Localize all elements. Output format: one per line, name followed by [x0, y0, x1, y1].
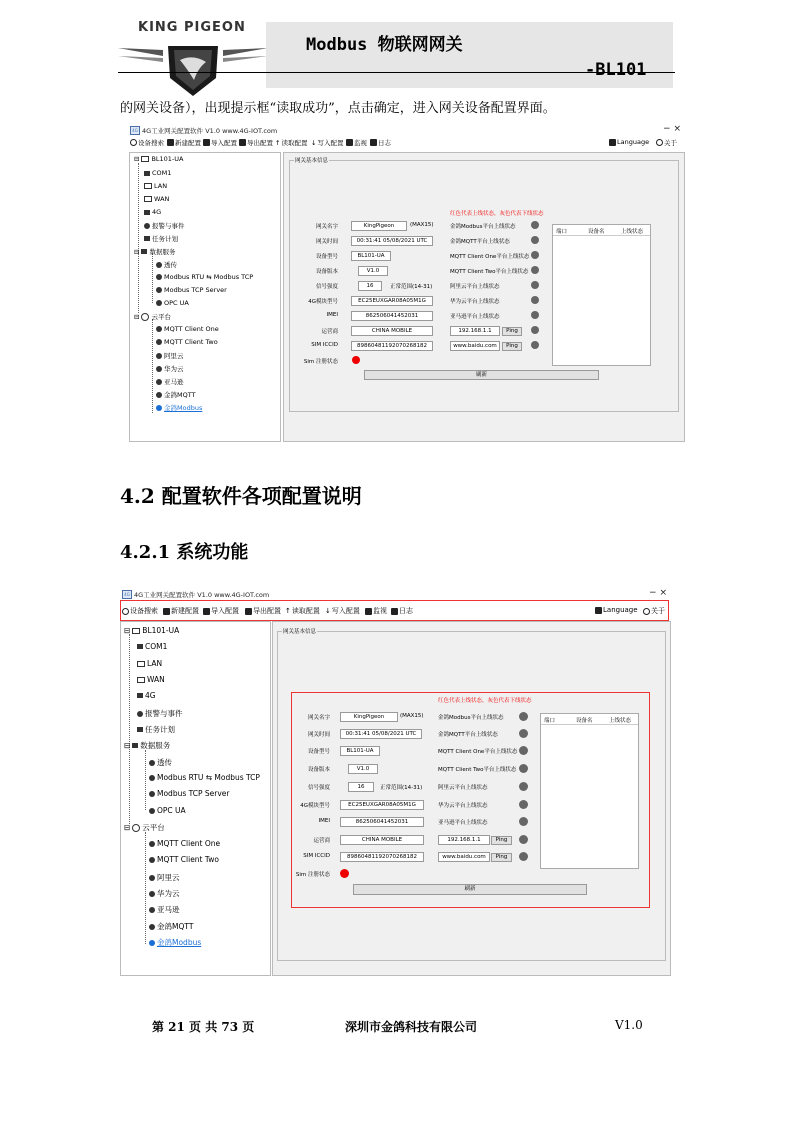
tree-node-huawei[interactable]: 华为云: [156, 364, 184, 373]
gear-icon: [149, 891, 155, 897]
tree-node-mqtt-two[interactable]: MQTT Client Two: [149, 855, 219, 864]
ping-button-1[interactable]: Ping: [491, 836, 512, 845]
tree-node-amazon[interactable]: 亚马逊: [156, 377, 184, 386]
status-label-4: MQTT Client Two平台上线状态: [438, 767, 517, 773]
section-heading-4-2: 4.2 配置软件各项配置说明: [120, 484, 362, 508]
tree-node-modbus-tcp-server[interactable]: Modbus TCP Server: [149, 789, 230, 798]
ping-indicator-1: [531, 326, 539, 334]
write-config-button[interactable]: ↓ 写入配置: [311, 138, 344, 147]
iccid-field: 89860481192070268182: [340, 852, 424, 862]
gear-icon: [156, 353, 162, 359]
bell-icon: [137, 711, 143, 717]
label-gw-time: 网关时间: [315, 239, 338, 245]
status-label-7: 亚马逊平台上线状态: [438, 820, 488, 826]
label-gw-time: 网关时间: [307, 732, 330, 738]
tree-node-opc-ua[interactable]: OPC UA: [156, 299, 189, 307]
model-field: BL101-UA: [351, 251, 391, 261]
tree-node-4g[interactable]: 4G: [144, 208, 161, 216]
table-header-status: 上线状态: [621, 229, 644, 235]
bell-icon: [144, 223, 150, 229]
signal-icon: [137, 693, 143, 698]
status-indicator-3: [531, 251, 539, 259]
device-search-button[interactable]: 设备搜索: [130, 138, 164, 147]
cloud-icon: [141, 313, 149, 321]
new-config-button[interactable]: 新建配置: [167, 138, 201, 147]
module-field: EC25EUXGAR08A05M1G: [340, 800, 424, 810]
operator-field: CHINA MOBILE: [340, 835, 424, 845]
search-icon: [122, 608, 129, 615]
collapse-icon: ⊟: [134, 247, 140, 256]
serial-port-icon: [137, 644, 143, 649]
log-button[interactable]: 日志: [391, 606, 413, 616]
tree-node-com1[interactable]: COM1: [144, 169, 171, 177]
tree-node-modbus-rtu[interactable]: Modbus RTU ⇆ Modbus TCP: [156, 273, 253, 281]
arrow-down-icon: ↓: [325, 607, 331, 615]
signal-hint: 正常范围(14-31): [390, 284, 433, 290]
gear-icon: [149, 857, 155, 863]
ping-button-1[interactable]: Ping: [502, 327, 522, 336]
window-controls[interactable]: − ×: [649, 588, 667, 598]
label-operator: 运营商: [321, 329, 338, 335]
window-controls[interactable]: − ×: [663, 124, 681, 134]
tree-node-lan[interactable]: LAN: [137, 659, 162, 668]
table-header-device: 设备名: [576, 718, 593, 724]
tree-node-aliyun[interactable]: 阿里云: [149, 872, 180, 883]
status-indicator-4: [519, 764, 528, 773]
arrow-up-icon: ↑: [275, 138, 281, 147]
gear-icon: [149, 791, 155, 797]
status-label-2: 金鸽MQTT平台上线状态: [438, 732, 498, 738]
tree-node-cloud[interactable]: ⊟ 云平台: [124, 823, 165, 832]
gw-name-hint: (MAX15): [400, 713, 424, 719]
ping-host-field[interactable]: www.baidu.com: [450, 341, 500, 351]
page-number: 第 21 页 共 73 页: [152, 1020, 255, 1034]
tree-node-kp-modbus[interactable]: 金鸽Modbus: [156, 403, 202, 412]
tree-node-opc-ua[interactable]: OPC UA: [149, 806, 186, 815]
gear-icon: [149, 924, 155, 930]
app-icon: 4G: [130, 126, 140, 135]
tree-node-modbus-rtu[interactable]: Modbus RTU ⇆ Modbus TCP: [149, 773, 260, 782]
company-name: 深圳市金鸽科技有限公司: [345, 1020, 478, 1034]
tree-node-data-service[interactable]: ⊟ 数据服务: [134, 247, 176, 256]
monitor-icon: [365, 608, 372, 615]
import-icon: [203, 608, 210, 615]
config-app-window-2: [119, 588, 671, 978]
gear-icon: [156, 366, 162, 372]
new-file-icon: [167, 139, 174, 146]
intro-paragraph: 的网关设备），出现提示框“读取成功”，点击确定，进入网关设备配置界面。: [120, 101, 556, 116]
status-indicator-3: [519, 746, 528, 755]
gear-icon: [149, 760, 155, 766]
iccid-field: 89860481192070268182: [351, 341, 433, 351]
tree-node-cloud[interactable]: ⊟ 云平台: [134, 312, 171, 321]
gear-icon: [149, 775, 155, 781]
table-header-status: 上线状态: [609, 718, 632, 724]
window-title: 4G工业网关配置软件 V1.0 www.4G-IOT.com: [134, 591, 270, 599]
model-field: BL101-UA: [340, 746, 380, 756]
status-label-4: MQTT Client Two平台上线状态: [450, 269, 529, 275]
ping-button-2[interactable]: Ping: [502, 342, 522, 351]
label-signal: 信号强度: [307, 785, 330, 791]
info-icon: [643, 608, 650, 615]
device-tree: [120, 621, 271, 976]
arrow-down-icon: ↓: [311, 138, 317, 147]
tree-node-tasks[interactable]: 任务计划: [137, 724, 175, 735]
gateway-icon: [141, 156, 149, 162]
config-app-window-1: [127, 124, 685, 443]
ping-indicator-1: [519, 835, 528, 844]
page-title: Modbus 物联网网关: [306, 35, 463, 55]
tree-node-kp-mqtt[interactable]: 金鸽MQTT: [156, 390, 196, 399]
tree-node-wan[interactable]: WAN: [144, 195, 169, 203]
new-config-button[interactable]: 新建配置: [163, 606, 199, 616]
signal-field: 16: [358, 281, 382, 291]
read-config-button[interactable]: ↑ 读取配置: [275, 138, 308, 147]
status-indicator-6: [531, 296, 539, 304]
status-label-1: 金鸽Modbus平台上线状态: [450, 224, 516, 230]
status-indicator-1: [531, 221, 539, 229]
tree-node-passthrough[interactable]: 透传: [156, 260, 177, 269]
save-icon: [239, 139, 246, 146]
monitor-button[interactable]: 监视: [346, 138, 367, 147]
group-title: 网关基本信息: [295, 158, 329, 164]
sim-status-indicator: [352, 356, 360, 364]
gw-name-field[interactable]: KingPigeon: [351, 221, 407, 231]
tree-node-alarm[interactable]: 报警与事件: [144, 221, 185, 230]
new-file-icon: [163, 608, 170, 615]
database-icon: [141, 249, 147, 254]
table-header-port: 端口: [544, 718, 556, 724]
network-icon: [144, 183, 152, 189]
log-icon: [391, 608, 398, 615]
gear-icon: [149, 808, 155, 814]
tree-node-passthrough[interactable]: 透传: [149, 757, 172, 768]
label-model: 设备型号: [307, 749, 330, 755]
operator-field: CHINA MOBILE: [351, 326, 433, 336]
ping-ip-field[interactable]: 192.168.1.1: [438, 835, 490, 845]
toolbar: [127, 136, 685, 150]
search-icon: [130, 139, 137, 146]
about-button[interactable]: 关于: [656, 138, 677, 147]
gear-icon: [149, 875, 155, 881]
arrow-up-icon: ↑: [285, 607, 291, 615]
label-version: 设备版本: [307, 767, 330, 773]
gear-icon: [156, 300, 162, 306]
status-indicator-4: [531, 266, 539, 274]
status-indicator-1: [519, 712, 528, 721]
imei-field: 862506041452031: [340, 817, 424, 827]
device-search-button[interactable]: 设备搜索: [122, 606, 158, 616]
tree-node-amazon[interactable]: 亚马逊: [149, 904, 180, 915]
status-indicator-7: [519, 817, 528, 826]
basic-info-group: [277, 631, 666, 961]
status-label-6: 华为云平台上线状态: [450, 299, 500, 305]
status-label-5: 阿里云平台上线状态: [438, 785, 488, 791]
tree-node-kp-mqtt[interactable]: 金鸽MQTT: [149, 921, 193, 932]
ping-indicator-2: [531, 341, 539, 349]
device-tree: [129, 152, 281, 442]
ping-indicator-2: [519, 852, 528, 861]
network-icon: [144, 196, 152, 202]
tree-node-huawei[interactable]: 华为云: [149, 888, 180, 899]
tree-node-lan[interactable]: LAN: [144, 182, 167, 190]
gear-icon: [149, 841, 155, 847]
brand-name: KING PIGEON: [138, 20, 246, 35]
status-label-2: 金鸽MQTT平台上线状态: [450, 239, 510, 245]
label-model: 设备型号: [315, 254, 338, 260]
basic-info-group: [289, 160, 679, 412]
label-module: 4G模块型号: [300, 803, 330, 809]
version-field: V1.0: [348, 764, 378, 774]
label-gw-name: 网关名字: [315, 224, 338, 230]
import-config-button[interactable]: 导入配置: [203, 606, 239, 616]
import-icon: [203, 139, 210, 146]
imei-field: 862506041452031: [351, 311, 433, 321]
gw-time-field: 00:31:41 05/08/2021 UTC: [351, 236, 433, 246]
read-config-button[interactable]: ↑ 读取配置: [285, 607, 320, 615]
language-icon: [595, 607, 602, 614]
label-iccid: SIM ICCID: [311, 342, 338, 348]
status-label-3: MQTT Client One平台上线状态: [450, 254, 530, 260]
monitor-button[interactable]: 监视: [365, 606, 387, 616]
write-config-button[interactable]: ↓ 写入配置: [325, 607, 360, 615]
tree-node-wan[interactable]: WAN: [137, 675, 165, 684]
status-label-7: 亚马逊平台上线状态: [450, 314, 500, 320]
save-icon: [245, 608, 252, 615]
status-label-6: 华为云平台上线状态: [438, 803, 488, 809]
network-icon: [137, 661, 145, 667]
status-legend-note: 红色代表上线状态，灰色代表下线状态: [450, 211, 544, 217]
gw-time-field: 00:31:41 05/08/2021 UTC: [340, 729, 422, 739]
status-indicator-2: [531, 236, 539, 244]
sim-status-indicator: [340, 869, 349, 878]
status-indicator-2: [519, 729, 528, 738]
language-button[interactable]: Language: [595, 606, 638, 614]
tree-node-mqtt-one[interactable]: MQTT Client One: [149, 839, 220, 848]
info-panel: [283, 152, 685, 442]
app-icon: 4G: [122, 590, 132, 599]
tree-node-com1[interactable]: COM1: [137, 642, 167, 651]
info-icon: [656, 139, 663, 146]
gw-name-field[interactable]: KingPigeon: [340, 712, 398, 722]
gear-icon: [156, 405, 162, 411]
status-label-1: 金鸽Modbus平台上线状态: [438, 715, 504, 721]
tree-node-4g[interactable]: 4G: [137, 691, 156, 700]
ping-button-2[interactable]: Ping: [491, 853, 512, 862]
gear-icon: [149, 907, 155, 913]
status-indicator-5: [519, 782, 528, 791]
collapse-icon: ⊟: [124, 823, 131, 832]
label-module: 4G模块型号: [308, 299, 338, 305]
tree-node-aliyun[interactable]: 阿里云: [156, 351, 184, 360]
label-iccid: SIM ICCID: [303, 853, 330, 859]
signal-field: 16: [348, 782, 374, 792]
info-panel: [272, 621, 671, 976]
label-sim-status: Sim 注册状态: [295, 872, 330, 878]
gateway-icon: [132, 628, 140, 634]
signal-hint: 正常范围(14-31): [380, 785, 423, 791]
tree-node-tasks[interactable]: 任务计划: [144, 234, 178, 243]
tree-node-kp-modbus[interactable]: 金鸽Modbus: [149, 937, 201, 948]
tree-node-root[interactable]: ⊟ BL101-UA: [124, 626, 180, 635]
tree-node-root[interactable]: ⊟ BL101-UA: [134, 155, 184, 163]
status-indicator-7: [531, 311, 539, 319]
status-indicator-5: [531, 281, 539, 289]
gear-icon: [149, 940, 155, 946]
tree-node-alarm[interactable]: 报警与事件: [137, 708, 183, 719]
tree-node-data-service[interactable]: ⊟ 数据服务: [124, 741, 171, 750]
refresh-button[interactable]: 刷新: [353, 884, 587, 895]
module-field: EC25EUXGAR08A05M1G: [351, 296, 433, 306]
gear-icon: [156, 379, 162, 385]
serial-port-icon: [144, 171, 150, 176]
status-legend-note: 红色代表上线状态，灰色代表下线状态: [438, 698, 532, 704]
model-name: -BL101: [585, 60, 647, 80]
export-config-button[interactable]: 导出配置: [239, 138, 273, 147]
status-label-5: 阿里云平台上线状态: [450, 284, 500, 290]
cloud-icon: [132, 824, 140, 832]
language-button[interactable]: Language: [609, 138, 649, 146]
gear-icon: [156, 326, 162, 332]
database-icon: [132, 743, 138, 748]
gear-icon: [156, 262, 162, 268]
gear-icon: [156, 274, 162, 280]
collapse-icon: ⊟: [124, 626, 131, 635]
status-indicator-6: [519, 800, 528, 809]
section-heading-4-2-1: 4.2.1 系统功能: [120, 542, 249, 563]
export-config-button[interactable]: 导出配置: [245, 606, 281, 616]
gw-name-hint: (MAX15): [410, 222, 434, 228]
tree-node-modbus-tcp-server[interactable]: Modbus TCP Server: [156, 286, 227, 294]
collapse-icon: ⊟: [134, 155, 140, 163]
clipboard-icon: [137, 727, 143, 732]
tree-node-mqtt-one[interactable]: MQTT Client One: [156, 325, 219, 333]
tree-node-mqtt-two[interactable]: MQTT Client Two: [156, 338, 218, 346]
gear-icon: [156, 339, 162, 345]
label-imei: IMEI: [326, 312, 338, 318]
header-rule: [118, 72, 675, 73]
signal-icon: [144, 210, 150, 215]
label-version: 设备版本: [315, 269, 338, 275]
label-signal: 信号强度: [315, 284, 338, 290]
status-label-3: MQTT Client One平台上线状态: [438, 749, 518, 755]
device-status-table: [540, 713, 639, 869]
doc-version: V1.0: [615, 1018, 643, 1032]
label-operator: 运营商: [313, 838, 330, 844]
window-title: 4G工业网关配置软件 V1.0 www.4G-IOT.com: [142, 127, 278, 135]
collapse-icon: ⊟: [134, 312, 140, 321]
label-imei: IMEI: [318, 818, 330, 824]
network-icon: [137, 677, 145, 683]
label-sim-status: Sim 注册状态: [303, 359, 338, 365]
table-header-device: 设备名: [588, 229, 605, 235]
device-status-table: [552, 224, 651, 366]
monitor-icon: [346, 139, 353, 146]
about-button[interactable]: 关于: [643, 606, 665, 616]
table-header-port: 端口: [556, 229, 568, 235]
import-config-button[interactable]: 导入配置: [203, 138, 237, 147]
collapse-icon: ⊟: [124, 741, 131, 750]
clipboard-icon: [144, 236, 150, 241]
refresh-button[interactable]: 刷新: [364, 370, 599, 380]
toolbar: [119, 604, 671, 618]
language-icon: [609, 139, 616, 146]
gear-icon: [156, 392, 162, 398]
ping-host-field[interactable]: www.baidu.com: [438, 852, 490, 862]
group-title: 网关基本信息: [283, 629, 317, 635]
ping-ip-field[interactable]: 192.168.1.1: [450, 326, 500, 336]
version-field: V1.0: [358, 266, 388, 276]
label-gw-name: 网关名字: [307, 715, 330, 721]
log-button[interactable]: 日志: [370, 138, 391, 147]
gear-icon: [156, 287, 162, 293]
log-icon: [370, 139, 377, 146]
